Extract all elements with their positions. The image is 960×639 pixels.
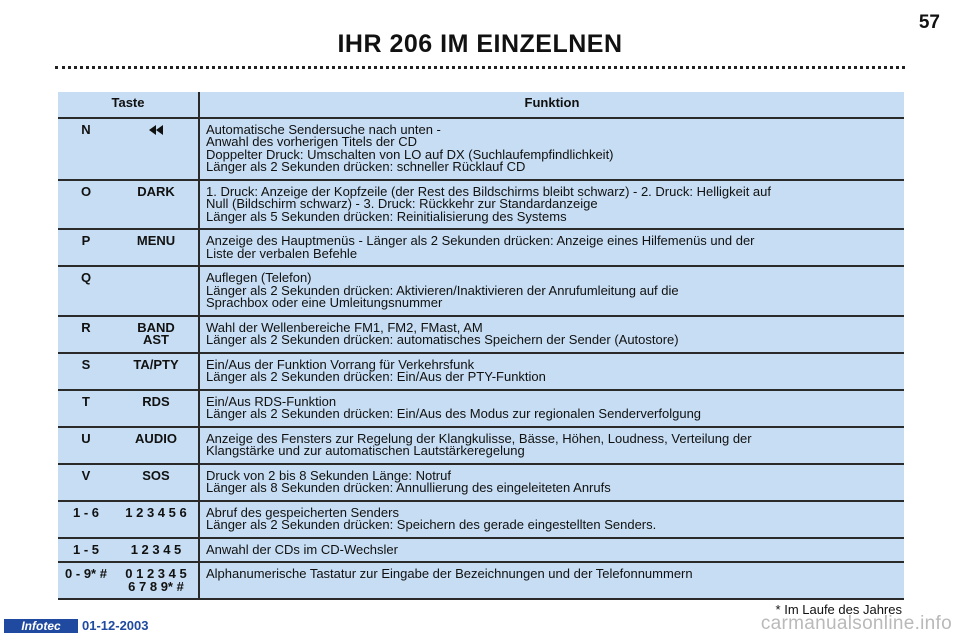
- table-row: [58, 562, 904, 599]
- function-line: Alphanumerische Tastatur zur Eingabe der Bezeichnungen und der Telefonnummern: [206, 566, 693, 581]
- table-row: [58, 464, 904, 501]
- function-table: [58, 92, 904, 600]
- button-label-part: BAND: [137, 319, 175, 335]
- button-label-part: 0 1 2 3 4 5: [125, 566, 187, 581]
- table-row: [58, 427, 904, 464]
- row-function: [199, 562, 904, 599]
- title-divider: [55, 66, 905, 69]
- row-key: S: [58, 353, 114, 390]
- function-line: Automatische Sendersuche nach unten -: [206, 121, 441, 137]
- table-row: [58, 390, 904, 427]
- footer-date: 01-12-2003: [82, 618, 149, 633]
- function-line: Anzeige des Hauptmenüs - Länger als 2 Sekunden drücken: Anzeige eines Hilfemenüs und der: [206, 233, 755, 248]
- row-key: T: [58, 390, 114, 427]
- row-button: SOS: [114, 464, 199, 501]
- function-line: Klangstärke und zur automatischen Lautstärkeregelung: [206, 443, 525, 458]
- table-row: [58, 180, 904, 230]
- button-label-part: 6 7 8 9* #: [128, 578, 184, 594]
- infotec-logo: Infotec: [4, 619, 78, 633]
- function-line: 1. Druck: Anzeige der Kopfzeile (der Rest des Bildschirms bleibt schwarz) - 2. Druck: Helligkeit auf: [206, 183, 771, 199]
- function-line: Anzeige des Fensters zur Regelung der Klangkulisse, Bässe, Höhen, Loudness, Verteilung der: [206, 430, 752, 446]
- row-button: TA/PTY: [114, 353, 199, 390]
- button-label-part: AST: [143, 332, 169, 347]
- row-button: [114, 316, 199, 353]
- row-key: U: [58, 427, 114, 464]
- row-key: O: [58, 180, 114, 230]
- row-function: [199, 180, 904, 230]
- function-line: Länger als 2 Sekunden drücken: Aktivieren/Inaktivieren der Anrufumleitung auf die: [206, 282, 679, 298]
- header-funktion: Funktion: [199, 92, 904, 118]
- function-line: Länger als 8 Sekunden drücken: Annullierung des eingeleiteten Anrufs: [206, 480, 611, 495]
- row-button: MENU: [114, 229, 199, 266]
- table-header-row: [58, 92, 904, 118]
- row-button: [114, 562, 199, 599]
- function-line: Länger als 2 Sekunden drücken: automatisches Speichern der Sender (Autostore): [206, 332, 679, 347]
- function-line: Sprachbox oder eine Umleitungsnummer: [206, 295, 443, 310]
- function-line: Druck von 2 bis 8 Sekunden Länge: Notruf: [206, 467, 451, 483]
- function-line: Anwahl der CDs im CD-Wechsler: [206, 541, 398, 557]
- row-button: AUDIO: [114, 427, 199, 464]
- table-row: [58, 316, 904, 353]
- row-function: [199, 501, 904, 538]
- function-line: Anwahl des vorherigen Titels der CD: [206, 134, 417, 149]
- footnote: * Im Laufe des Jahres: [775, 602, 902, 617]
- row-function: [199, 538, 904, 563]
- table-row: [58, 501, 904, 538]
- row-key: P: [58, 229, 114, 266]
- function-line: Länger als 2 Sekunden drücken: Ein/Aus des Modus zur regionalen Senderverfolgung: [206, 406, 702, 421]
- function-line: Länger als 5 Sekunden drücken: Reinitialisierung des Systems: [206, 208, 567, 224]
- function-line: Liste der verbalen Befehle: [206, 245, 358, 261]
- function-line: Auflegen (Telefon): [206, 270, 312, 285]
- header-taste: Taste: [58, 92, 199, 118]
- row-function: [199, 266, 904, 316]
- row-button: RDS: [114, 390, 199, 427]
- function-line: Wahl der Wellenbereiche FM1, FM2, FMast, AM: [206, 319, 483, 335]
- row-function: [199, 464, 904, 501]
- table-row: [58, 118, 904, 180]
- function-line: Abruf des gespeicherten Senders: [206, 504, 399, 520]
- function-line: Null (Bildschirm schwarz) - 3. Druck: Rückkehr zur Standardanzeige: [206, 196, 598, 211]
- row-button: [114, 266, 199, 316]
- row-button: [114, 118, 199, 180]
- table-row: [58, 229, 904, 266]
- row-button: 1 2 3 4 5 6: [114, 501, 199, 538]
- page-title: IHR 206 IM EINZELNEN: [337, 30, 623, 58]
- row-key: Q: [58, 266, 114, 316]
- table-row: [58, 353, 904, 390]
- row-key: N: [58, 118, 114, 180]
- function-table-container: [58, 92, 904, 600]
- function-line: Doppelter Druck: Umschalten von LO auf DX (Suchlaufempfindlichkeit): [206, 146, 614, 162]
- function-line: Länger als 2 Sekunden drücken: Speichern des gerade eingestellten Senders.: [206, 517, 657, 532]
- watermark: carmanualsonline.info: [760, 613, 952, 634]
- page-number: 57: [918, 12, 940, 33]
- function-line: Ein/Aus RDS-Funktion: [206, 393, 337, 409]
- function-line: Länger als 2 Sekunden drücken: Ein/Aus der PTY-Funktion: [206, 369, 546, 384]
- table-row: [58, 538, 904, 563]
- row-button: DARK: [114, 180, 199, 230]
- row-function: [199, 353, 904, 390]
- row-key: 0 - 9* #: [58, 562, 114, 599]
- row-function: [199, 316, 904, 353]
- table-row: [58, 266, 904, 316]
- row-key: V: [58, 464, 114, 501]
- row-button: 1 2 3 4 5: [114, 538, 199, 563]
- row-function: [199, 427, 904, 464]
- rewind-icon: [149, 125, 163, 135]
- row-function: [199, 118, 904, 180]
- row-key: 1 - 6: [58, 501, 114, 538]
- table-body: [58, 118, 904, 600]
- function-line: Länger als 2 Sekunden drücken: schneller Rücklauf CD: [206, 159, 526, 174]
- row-key: R: [58, 316, 114, 353]
- function-line: Ein/Aus der Funktion Vorrang für Verkehrsfunk: [206, 356, 475, 372]
- row-function: [199, 229, 904, 266]
- row-function: [199, 390, 904, 427]
- row-key: 1 - 5: [58, 538, 114, 563]
